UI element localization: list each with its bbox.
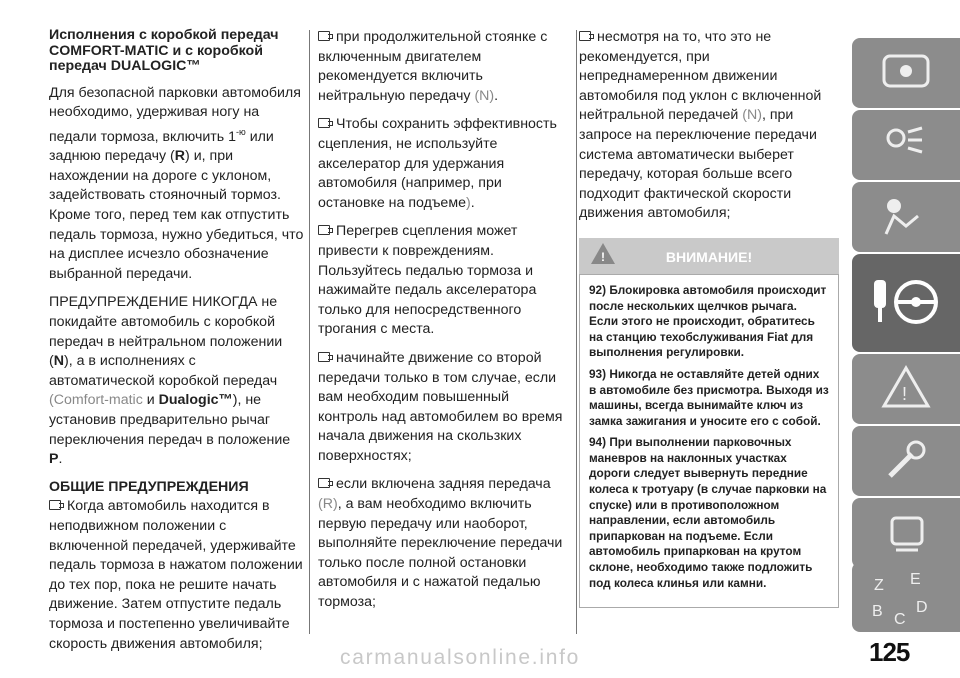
text: ПРЕДУПРЕЖДЕНИЕ НИКОГДА не покидайте автомобиль с коробкой передач в нейтральном положении ( [49, 294, 283, 370]
tab-maintenance[interactable] [852, 498, 960, 568]
svg-text:B: B [872, 603, 883, 620]
text: Когда автомобиль находится в неподвижном положении с включенной передачей, удерживайте педаль тормоза в нажатом положении до тех пор, пока не решите начать движение. Затем отпустите педаль тормоза и постепенно увеличивайте скорость движения автомобиля; [49, 498, 303, 652]
bullet-icon [579, 31, 591, 41]
svg-text:!: ! [902, 384, 908, 404]
bullet-icon [318, 225, 330, 235]
bullet-item [318, 28, 570, 106]
text: , при запросе на переключение передачи система автоматически выберет передачу, которая больше всего подходит фактической скорости движения автомобиля; [579, 107, 817, 222]
column-1 [49, 28, 304, 654]
column-2 [318, 28, 570, 613]
bullet-item [579, 28, 839, 224]
warning-92: 92) Блокировка автомобиля происходит после нескольких щелчков рычага. Если этого не происходит, обратитесь на станцию техобслуживания Fiat для выполнения регулировки. [589, 282, 827, 360]
gear-r-grey: (R) [318, 496, 338, 513]
text: если включена задняя передача [336, 476, 551, 493]
svg-text:E: E [910, 571, 921, 588]
bullet-icon [318, 118, 330, 128]
gear-n: N [53, 353, 64, 370]
warning-94: 94) При выполнении парковочных маневров на наклонных участках дороги следует вывернуть передние колеса к тротуару (в случае парковки на спуске) или в противоположном направлении, если автомобиль припаркован на подъеме. Если автомобиль припаркован на крутом склоне, необходимо также подложить под колеса клинья или камни. [589, 435, 827, 590]
text: несмотря на то, что это не рекомендуется, при непреднамеренном движении автомобиля под уклон с включенной нейтральной передачей [579, 29, 822, 124]
text: при продолжительной стоянке с включенным двигателем рекомендуется включить нейтральную передачу [318, 29, 548, 104]
bullet-icon [49, 500, 61, 510]
superscript: -ю [236, 126, 246, 137]
text-grey: ) [465, 194, 471, 211]
bullet-item [318, 349, 570, 467]
text: Для безопасной парковки автомобиля необходимо, удерживая ногу на педали тормоза, включить 1 [49, 84, 301, 145]
text: , а вам необходимо включить первую передачу или наоборот, выполняйте переключение передачи только после полной остановки автомобиля и с нажатой педалью тормоза; [318, 496, 563, 611]
tab-emergency[interactable] [852, 426, 960, 496]
tab-safety[interactable] [852, 182, 960, 252]
warning-header [579, 238, 839, 274]
car-info-icon [866, 38, 946, 108]
bullet-icon [318, 31, 330, 41]
general-warnings-title: ОБЩИЕ ПРЕДУПРЕЖДЕНИЯ [49, 478, 249, 495]
text: начинайте движение со второй передачи только в том случае, если вам необходим повышенный контроль над автомобилем во время начала движения на скользких поверхностях; [318, 349, 563, 464]
text: Чтобы сохранить эффективность сцепления, не используйте акселератор для удержания автомобиля (например, при остановке на подъеме [318, 116, 557, 211]
warning-box [579, 274, 839, 608]
svg-text:Z: Z [874, 577, 884, 594]
tab-car-info[interactable] [852, 38, 960, 108]
bullet-icon [318, 478, 330, 488]
warning-triangle-icon [866, 354, 946, 424]
text: или заднюю передачу ( [49, 128, 274, 165]
lights-icon [866, 110, 946, 180]
page-number: 125 [869, 637, 910, 667]
index-letters-icon [866, 562, 946, 632]
warning-triangle-icon: ! [591, 243, 615, 264]
text: . [58, 451, 63, 468]
text: . [494, 87, 499, 104]
bullet-item [318, 222, 570, 340]
gear-r: R [174, 148, 186, 165]
tab-index[interactable] [852, 562, 960, 632]
comfort-matic: (Comfort-matic [49, 392, 143, 409]
warning-title: ВНИМАНИЕ! [665, 248, 753, 265]
warning-93: 93) Никогда не оставляйте детей одних в автомобиле без присмотра. Выходя из машины, всегда вынимайте ключ из замка зажигания и уносите его с собой. [589, 366, 829, 428]
bullet-item [318, 115, 570, 213]
key-steering-wheel-icon [866, 254, 946, 352]
svg-text:C: C [894, 611, 906, 628]
watermark: carmanualsonline.info [340, 646, 580, 669]
section-title: Исполнения с коробкой передач COMFORT-MATIC и с коробкой передач DUALOGIC™ [49, 27, 279, 74]
wrench-icon [866, 426, 946, 496]
lightbulb-icon [866, 498, 946, 568]
column-3 [579, 28, 839, 608]
text: и [142, 392, 159, 409]
gear-n-grey: (N) [474, 87, 495, 104]
gear-n-grey: (N) [742, 107, 762, 124]
paragraph-warning-neutral [49, 293, 304, 469]
tab-warning-lights[interactable] [852, 354, 960, 424]
paragraph-parking [49, 84, 304, 285]
column-divider [309, 30, 310, 634]
wrench-car-icon [866, 182, 946, 252]
bullet-icon [318, 352, 330, 362]
text: Перегрев сцепления может привести к повреждениям. Пользуйтесь педалью тормоза и нажимайте педаль акселератора только для непосредственного трогания с места. [318, 223, 537, 338]
bullet-item [49, 497, 304, 654]
gear-p: P [49, 451, 59, 468]
dualogic: Dualogic™ [158, 392, 233, 409]
text: . [470, 194, 475, 211]
column-divider [576, 30, 577, 634]
svg-text:D: D [916, 599, 928, 616]
text: ), не установив предварительно рычаг переключения передач в положение [49, 392, 291, 448]
text: ) и, при нахождении на дороге с уклоном, задействовать стояночный тормоз. Кроме того, перед тем как отпустить педаль тормоза, нужно убедиться, что на дисплее исчезло обозначение выбранной передачи. [49, 148, 304, 282]
tab-starting-driving[interactable] [852, 254, 960, 352]
text: ), а в исполнениях с автоматической коробкой передач [49, 353, 278, 389]
tab-lights[interactable] [852, 110, 960, 180]
bullet-item [318, 475, 570, 612]
